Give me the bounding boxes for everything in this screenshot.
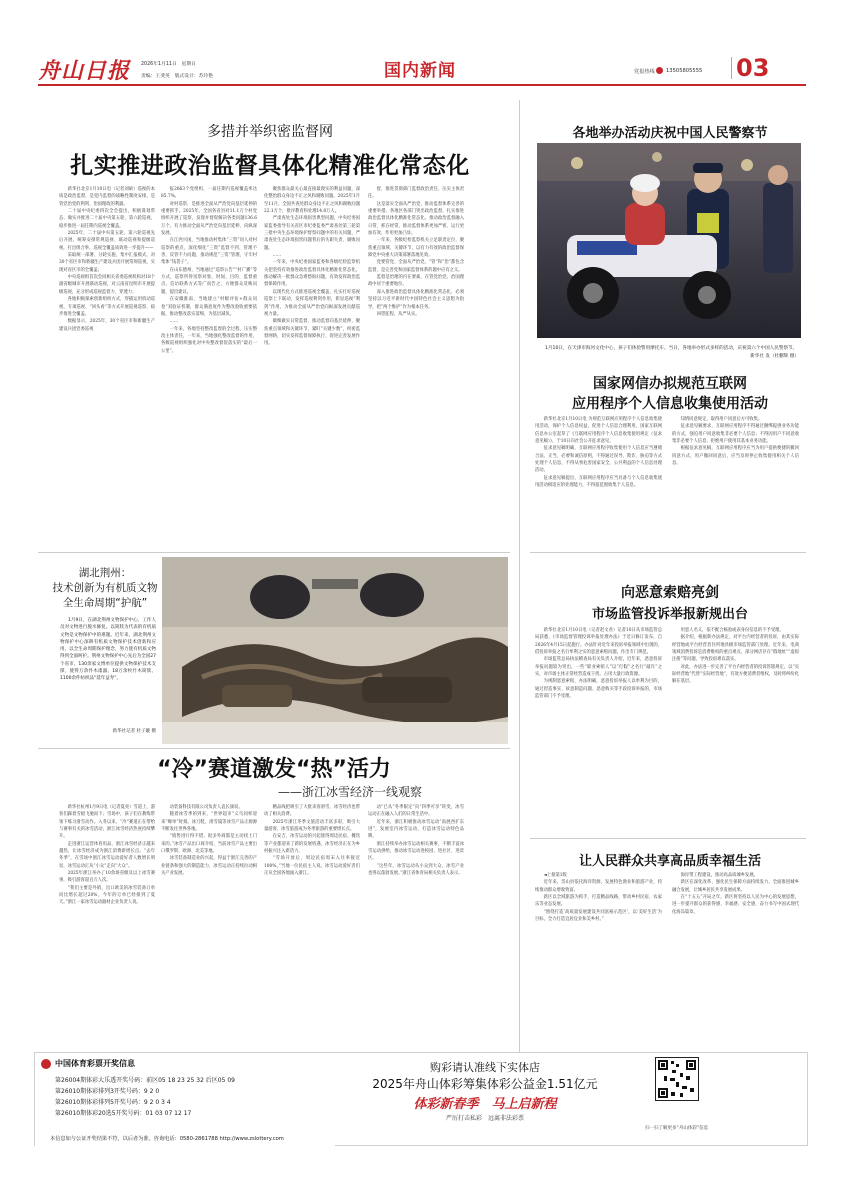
paragraph: 中央巡视组首次会同相关省委巡视机构对18个副省级城市开展联动巡视，对云南省昆明市开展提级巡视，充分形成巡视监督力、穿透力； — [59, 275, 155, 295]
article1-headline: 扎实推进政治监督具体化精准化常态化 — [70, 153, 470, 179]
article4-col3 — [264, 804, 360, 1042]
article5-headline: 让人民群众共享高品质幸福生活 — [578, 854, 761, 869]
relic-photo-illustration — [162, 557, 508, 744]
article4-col4 — [368, 804, 464, 1042]
ad-line2: 2025年舟山体彩筹集体彩公益金1.51亿元 — [372, 1077, 598, 1091]
paragraph: 冰雪装备制造业的兴起，得益于浙江完善的产业链条和强大的制造能力，冰雪运动正持续拉动相关产业发展。 — [161, 856, 257, 877]
article2-col2 — [672, 416, 799, 546]
article1-kicker: 多措并举织密监督网 — [207, 124, 333, 140]
paragraph: 海岸带工程建设，推动高品质城乡发展。 — [680, 873, 758, 878]
article2-headline-line2: 应用程序个人信息收集使用活动 — [572, 396, 768, 412]
qr-caption: 扫一扫了解更多“舟山体彩”信息 — [645, 1126, 709, 1131]
article2-col1 — [535, 416, 662, 546]
paragraph: 知情同意规定，取得用户同意后方可收集。 — [680, 417, 763, 422]
paragraph: 精品线把吸引了大批来客滑雪，冰雪经济也带动了相关消费。 — [264, 805, 360, 818]
paragraph: 根据征求意见稿，互联网应用程序应当为用户提供便捷的撤回同意方式，用户撤回同意后，应当及时停止收集使用相关个人信息。 — [672, 446, 799, 467]
article1-col2 — [161, 186, 257, 548]
paragraph: 党要管党、全面从严治党，“管”和“治”都包含监督，是完善党和国家监督体系的题中应有之义。 — [368, 260, 464, 273]
police-photo-illustration — [537, 143, 801, 338]
column-divider — [519, 100, 520, 1100]
paragraph: 督，推进贯彻部门监督政治责任、压实主体责任。 — [368, 187, 464, 200]
paragraph: 2025年浙江冬季文旅活动丰富多彩，吸引大量游客，冰雪旅游成为冬季旅游的重要增长点。 — [264, 819, 360, 833]
police-festival-photo — [537, 143, 801, 338]
paragraph: 用恶人名义，依不配合核验或表身份信息的不予受理。 — [680, 628, 784, 633]
paragraph: 新区以全域旅游为抓手，打造精品线路，带动乡村民宿、农家乐等业态发展。 — [535, 895, 662, 908]
paragraph: 2025年，二十届中央第五轮、第六轮巡视先后开展，统筹安排常规巡视、联动巡视和提级巡视，打出组合拳，巡视全覆盖质效进一步提升—— — [59, 231, 155, 251]
qr-code-icon — [656, 1058, 698, 1100]
relic-restoration-photo — [162, 557, 508, 744]
lottery-row: 第26004期体彩大乐透开奖号码：前区05 18 23 25 32 后区05 09 — [55, 1077, 235, 1084]
hubei-headline-3: 全生命周期“护航” — [62, 597, 148, 609]
paragraph: 采取统一部署、分轮实施、集中汇报模式，对30个省区市和新疆生产建设兵团开展常规巡视，实现对省区市的全覆盖； — [59, 253, 155, 273]
article4-col1 — [59, 804, 155, 1042]
lottery-title: 中国体育彩票开奖信息 — [55, 1059, 135, 1068]
section-title: 国内新闻 — [384, 61, 456, 81]
article4-subhead: ——浙江冰雪经济一线观察 — [277, 785, 422, 799]
paragraph: 浙江持续举办冰雪运动相关赛事，不断丰富冰雪运动供给，推动冰雪运动进校园、进社区、进景区。 — [368, 841, 464, 862]
article5-col2 — [672, 872, 799, 1044]
paragraph: “销售进行得不错，很多外商都是主动找上门来的。”冰雪产品出口商介绍，当前冰雪产品主要出口俄罗斯、欧洲、北美等地。 — [161, 834, 257, 855]
paragraph: 征求意见稿明确，互联网应用程序收集使用个人信息应当遵循合法、正当、必要和诚信原则，不得通过误导、欺诈、胁迫等方式处理个人信息，不得从事危害国家安全、公共利益的个人信息处理活动。 — [535, 446, 662, 474]
paragraph: 在江西兴国，当地推动村集体“三资”同人对村巡察的重点，深化细化“三资”监督不到、管理不善、反管不力问题，推动规范“三资”管理，守牢村集体“钱袋子”。 — [161, 238, 257, 266]
paragraph: …… — [169, 319, 179, 325]
paragraph: 新华社北京1月10日电（记者赵文君）记者10日从市场监管总局获悉，《市场监督管理投诉举报处理办法》于近日修订发布，自2026年4月15日起施行。办法针对近年来投诉举报领域中出现的，借投诉举报之名行牟利之实的恶意索赔问题，作出专门规范。 — [535, 628, 662, 656]
article1-col1 — [59, 186, 155, 548]
paragraph: 在“十五五”开局之年，新区将坚持以人民为中心的发展思想，进一步提升群众的获得感、幸福感、安全感，奋力书写中国式现代化海岛篇章。 — [672, 895, 799, 915]
paragraph: 在安徽淮南，当地建立“村级评估+群众问卷”双验证机制，群众满意度作为整改验收重要依据，推动整改落实落细，为基层减负。 — [161, 297, 257, 317]
article3-headline: 向恶意索赔亮剑 — [621, 585, 719, 601]
paragraph: 据介绍，根据新办法规定，对平台内经营者的投诉，由其实际经营地或平台经营者住所地县级市场监管部门处理。近年来，电商领域消费投诉是消费维权的重点难点，部分网店存在“假地址”“虚拟注册”等问题，导致投诉难以落实。 — [672, 635, 799, 663]
article1-col4 — [368, 186, 464, 548]
paragraph: “这些年，冰雪运动从小众到大众，冰雪产业也得以蓬勃发展。”浙江省体育局相关负责人表示。 — [368, 863, 464, 877]
paragraph: 一年来，中央纪委国家监委和各级纪检监察机关把坚持有效推进政治监督具体化精准化常态化，推动解决一批群众急难愁盼问题，有效发挥政治监督保障作用。 — [264, 260, 360, 288]
masthead-rule — [38, 84, 806, 86]
paragraph: 对村巡察，是推进全面从严治党向基层延伸的重要抓手。2025年，全国各省县对11.1万个村党组织开展了巡察，发现并督促解决各类问题136.6万个，有力推动全面从严治党向基层延伸、向纵深发展。 — [161, 201, 257, 237]
lottery-row: 第26010期体彩排列5开奖号码：9 2 0 3 4 — [55, 1099, 171, 1106]
paragraph: 严肃查处生态环境损害典型问题，中央纪委国家监委指导有关省区市纪委监委严肃查处第三轮第三批中央生态环境保护督察问题中的有关问题，严肃查处生态环境损害问题背后的失职失责、腐败问题。 — [264, 216, 360, 251]
paragraph: 征求意见稿要求，互联网应用程序不得通过捆绑提供业务功能的方式，强迫用户同意收集非必要个人信息；不得因用户不同意收集非必要个人信息，拒绝用户使用其基本业务功能。 — [672, 424, 799, 445]
paragraph: “围绕打造‘高质量发展建设共同富裕示范区’，以‘美好生活’为目标，全力打造宜居宜业和美乡村。” — [535, 909, 662, 923]
paragraph: 市场监管总局执法稽查局有关负责人介绍，近年来，恶意投诉举报问题较为突出，一些“职业索赔人”以“打假”之名行“敲诈”之实，对市场主体正常经营造成干扰，占用大量行政资源。 — [535, 657, 662, 678]
section-rule — [530, 838, 806, 839]
paragraph: 一年来，各级纪检监察机关立足职责定位，聚焦重点领域、关键环节，以有力有效的政治监督保障党中央重大决策部署落地见效。 — [368, 238, 464, 259]
ad-slogan: 体彩新春季 马上启新程 — [413, 1097, 557, 1112]
paragraph: “雪场开放后，周边民宿周末入住率接近100%。”当地一位民宿主人说。冰雪运动爱好者们正从全国各地涌入浙江。 — [264, 856, 360, 877]
article4-col2 — [161, 804, 257, 1042]
article3-col2 — [672, 627, 799, 830]
masthead — [0, 0, 842, 86]
paragraph: 征求意见稿提出，互联网应用程序应当具备与个人信息收集使用活动相适应的处理能力，不得超范围收集个人信息。 — [535, 475, 662, 489]
hubei-headline-1: 湖北荆州： — [78, 567, 132, 579]
article5-col1 — [535, 872, 662, 1044]
lottery-panel — [35, 1053, 335, 1146]
article3-subhead: 市场监管投诉举报新规出台 — [591, 607, 748, 622]
hubei-body: 1月9日，在湖北荆州文物保护中心，工作人员对文物进行脱水修复。以简牍为代表的有机质文物是文物保护中的难题。近年来，湖北荆州文物保护中心深耕有机质文物保护技术创新和应用，以全生命周期保护理念，努力使有机质文物得到全面呵护。荆州文物保护中心先后为全国27个省市、130余家文博单位提供文物保护技术支撑，使得万余件木漆器、18万余枚竹木简牍、1100余件纺织品“延年益寿”。 — [60, 618, 156, 682]
hotline-label: 党报热线 — [634, 69, 655, 75]
section-rule — [38, 748, 510, 749]
paragraph: 在安吉，冰雪运动的兴起使得周边民宿、餐饮等产业都迎来了新的发展机遇，冰雪经济正在为乡村振兴注入新活力。 — [264, 834, 360, 855]
issue-date: 2026年1月11日 星期日 — [141, 62, 196, 67]
paragraph: 为规制恶意索赔，办法明确，恶意投诉举报人以牟利为目的，通过捏造事实、故意制造问题、恶意购买等手段投诉举报的，市场监管部门不予受理。 — [535, 679, 662, 700]
paragraph: 聚焦群众最关心最直接最现实的利益问题，深化整治群众身边不正之风和腐败问题。2025年1月至11月，全国共查处群众身边不正之风和腐败问题22.1万个，批评教育和处理14.8万人。 — [264, 187, 360, 215]
section-rule — [38, 552, 510, 553]
section-rule — [530, 552, 806, 553]
article4-headline: “冷”赛道激发“热”活力 — [157, 757, 391, 782]
lottery-footer: 本信息如与公证开奖结果不符，以后者为准。咨询电话：0580-2861788 http://www.zslottery.com — [50, 1136, 284, 1142]
paragraph: 以现代化方式推进巡视全覆盖，扎实打好巡视巡察上下联动，发挥巡视利剑作用，彰显巡视“利剑”作用，为推动全面从严治党向纵深发展贡献巡视力量。 — [264, 289, 360, 317]
paragraph: 监督是治理的内在要素，在管党治党、治国理政中居于重要地位。 — [368, 275, 464, 288]
newspaper-logo: 舟山日报 — [38, 58, 131, 84]
paragraph: ◄上接第1版 — [543, 873, 567, 878]
paragraph: 走进浙江运营体育用品，浙江冰雪经济正越来越热，让冰雪经济成为浙江消费新增长点。“去年冬季”，在雪场中浙江冰雪运动爱好者人数增长明显，冰雪运动正从“小众”走向“大众”。 — [59, 841, 155, 869]
paragraph: 一年来，各地坚持整改监督的全过程，压实整改主体责任，一年来，当地强化整改监督的作用，各级巡视组织强化对中央整改督促落实的“最后一公里”。 — [161, 326, 257, 354]
ad-line1: 购彩请认准线下实体店 — [430, 1061, 540, 1074]
ad-note: 严厉打击私彩 远离非法彩票 — [445, 1115, 524, 1122]
paragraph: 新区在深化改革、强化民生保障方面持续发力，全面推进城乡融合发展，让城乡居民共享发展成果。 — [672, 880, 799, 893]
paragraph: 做细做实日常监督，推动监督向基层延伸，聚焦重点领域和关键环节，紧盯“关键少数”，织密监督网络，切实发挥监督保障执行、促进完善发展作用。 — [264, 319, 360, 347]
paragraph: …… — [272, 253, 282, 259]
lottery-icon — [41, 1059, 51, 1069]
ad-banner — [34, 1052, 808, 1146]
paragraph: 新华社北京1月10日电（记者刘硕）巡视的本质是政治监督，是党内监督的战略性制度安排，是管党治党的利剑、治国理政的利器。 — [59, 187, 155, 207]
editors-line: 责编：王斐英 版式设计：苏玲艳 — [141, 74, 213, 79]
page-number: 03 — [736, 54, 770, 82]
paragraph: 报2663个党组织，一届任期内巡视覆盖率达85.7%。 — [161, 187, 257, 200]
paragraph: 动装备科技有限公司负责人袁长康说。 — [169, 805, 243, 810]
page-divider — [731, 57, 732, 79]
paragraph: 近年来，浙江积极推动冰雪运动“南展西扩东进”，发展室内冰雪运动，打造冰雪运动特色品牌。 — [368, 819, 464, 840]
paragraph: 在山东德州，当地通过“巡察公告”“村广播”等方式，巡察所得送察对象，时间、目的、监督重点，信访联系方式等广而告之，方便群众反映问题，提出建议。 — [161, 267, 257, 295]
paragraph: 动”已从“冬季限定”向“四季可享”转变，冰雪运动正在融入人们的日常生活中。 — [368, 805, 464, 818]
paragraph: 深入推进政治监督具体化精准化常态化，必须坚持以习近平新时代中国特色社会主义思想为指导，把“两个维护”作为根本任务。 — [368, 289, 464, 310]
hotline-number: 13505805555 — [666, 68, 703, 74]
paragraph: 新华社北京1月10日电 为规范互联网应用程序个人信息收集使用活动，保护个人信息权益，促进个人信息合理利用，国家互联网信息办公室起草了《互联网应用程序个人信息收集使用规定（征求意见稿）》，于10日向社会公开征求意见。 — [535, 417, 662, 445]
lottery-row: 第26010期体彩20选5开奖号码：01 03 07 12 17 — [55, 1110, 192, 1117]
paragraph: 各地积极探索创新组织方式，穿插运用机动巡视、专项巡视、“回头看”等方式开展巡视巡察，稳步推进全覆盖。 — [59, 297, 155, 317]
paragraph: 数据显示，2025年，30个省区市和新疆生产建设兵团党委巡视 — [59, 319, 155, 332]
paragraph: 随着冰雪季的到来，“世界超市”义乌同样迎来“爆单”时刻。冰刀鞋、滑雪镜等冰雪产品正源源不断发往世界各地。 — [161, 812, 257, 833]
paragraph: 近年来，岱山县依托海洋资源，发展特色渔业和旅游产业，持续推动群众增收致富。 — [535, 880, 662, 893]
hubei-headline-2: 技术创新为有机质文物 — [52, 582, 158, 594]
paragraph: “我们主要是外销，出口欧美的冰雪装备订单同比增长超过20%，今年的订单已经排到了夏天。”浙江一家冰雪运动器材企业负责人说。 — [59, 885, 155, 906]
paragraph: 回望征程，从严从实。 — [376, 311, 420, 317]
photo-credit: 新华社 发（杜鹏辉 摄） — [750, 354, 799, 359]
article1-col3 — [264, 186, 360, 548]
article3-col1 — [535, 627, 662, 830]
paragraph: 这是落实全面从严治党、推动监督体系完善的重要举措。各地区各部门突出政治监督，扎实推进政治监督具体化精准化常态化。推动政治监督融入日常、抓在经常，推动监督体系更加严密、运行更加有效、作用更加凸显。 — [368, 201, 464, 237]
hubei-credit: 新华社记者 杜子璇 摄 — [112, 729, 156, 734]
paragraph: 2025年浙江举办了10余场省级及以上冰雪赛事，吸引游客超百万人次。 — [59, 871, 155, 884]
article2-headline-line1: 国家网信办拟规范互联网 — [593, 376, 747, 392]
lottery-row: 第26010期体彩排列3开奖号码：9 2 0 — [55, 1088, 160, 1095]
paragraph: 二十届中央纪委四次全会提出，积极谋划常态、做实并推进二十届中央第五轮、第六轮巡视，稳步推进一届任期内巡视全覆盖。 — [59, 209, 155, 229]
paragraph: 对此，办法进一步完善了平台内经营者的投诉管辖规定，以“实际经营地”代替“实际经营地”，有效方便消费者维权，及时将纠纷化解在基层。 — [672, 664, 799, 685]
photo-caption: 1月10日，在天津市海河文化中心，孩子们体验警用摩托车。当日，各地举办形式多样的活动，庆祝第六个中国人民警察节。 — [545, 346, 798, 351]
qr-code — [655, 1057, 699, 1101]
photo-story-headline: 各地举办活动庆祝中国人民警察节 — [572, 126, 768, 141]
phone-icon — [656, 67, 663, 74]
paragraph: 新华社杭州1月9日电（记者夏亮）雪道上，游客们踩着雪板飞驰而下；雪场中，孩子们在教练带领下练习滑雪动作。入冬以来，“冷”赛道正在带给与赛事有关的冰雪活动，浙江冰雪经济热度持续攀升。 — [59, 805, 155, 840]
